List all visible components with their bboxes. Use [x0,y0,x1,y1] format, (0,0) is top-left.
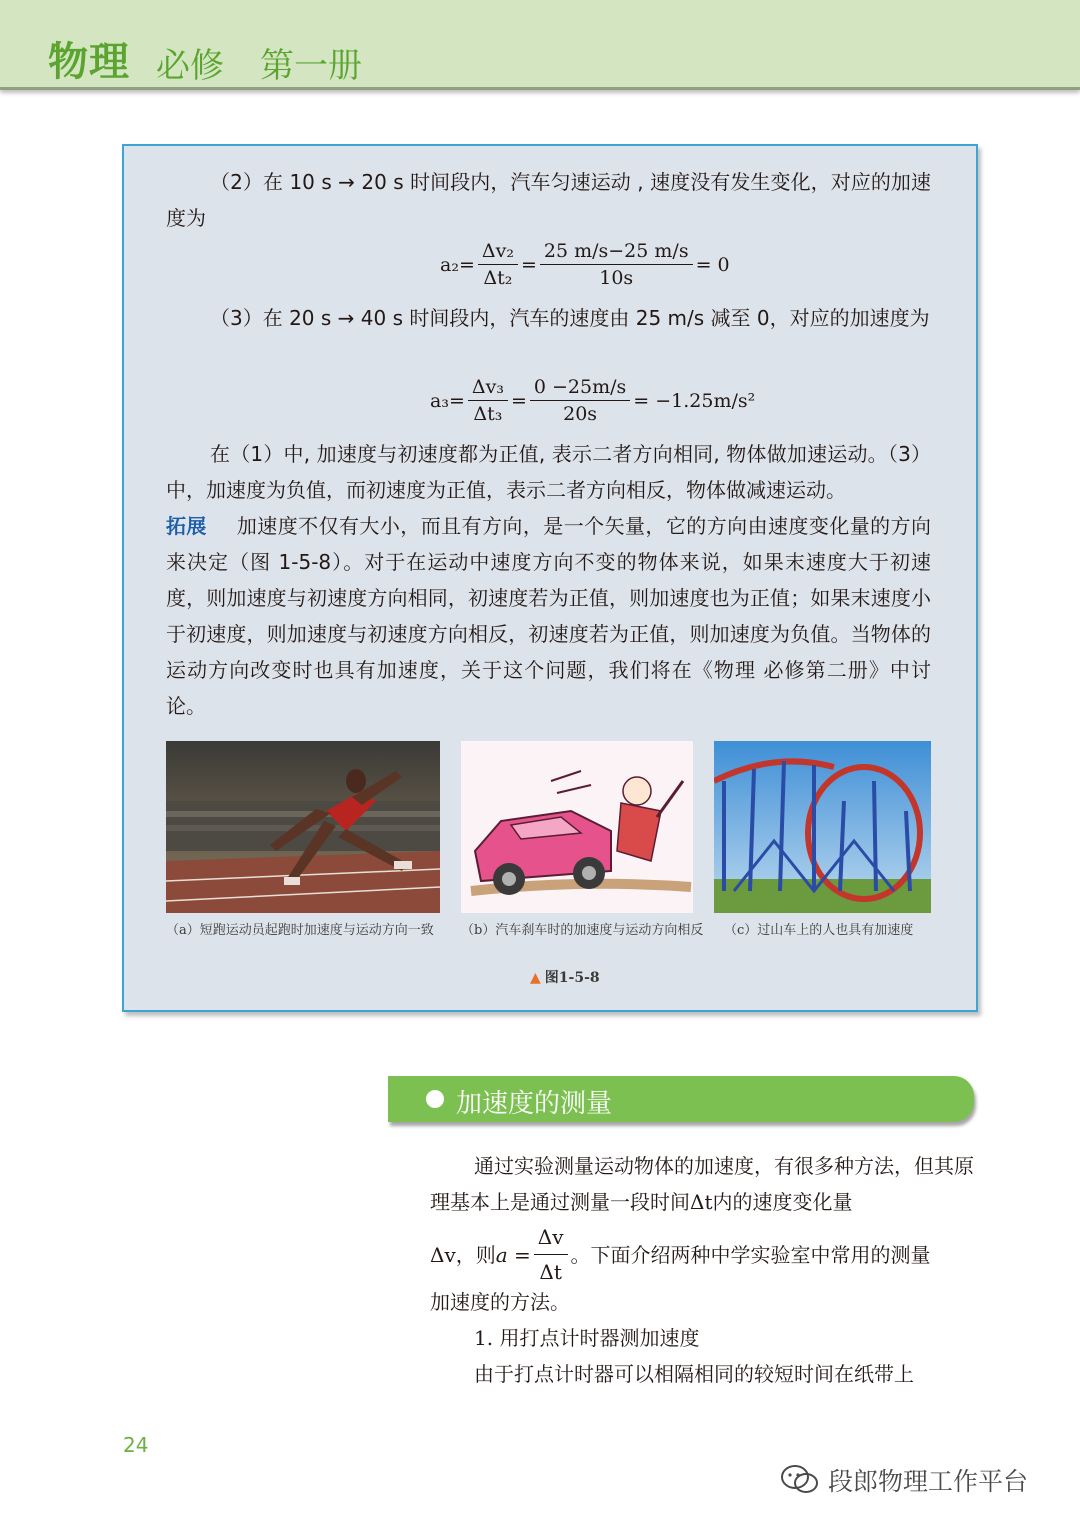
paragraph-3: （3）在 20 s → 40 s 时间段内，汽车的速度由 25 m/s 减至 0，对应的加速度为 [210,306,930,330]
eq1-fraction-1 [478,240,518,289]
page-number: 24 [123,1433,149,1457]
equation-a3 [430,376,755,425]
eq2-lhs: a₃= [430,389,465,412]
photo-sprinter [166,741,440,913]
eq2-f2-num: 0 −25m/s [530,376,630,401]
eq2-f1-den: Δt₃ [473,403,503,425]
section-formula-line [430,1222,978,1287]
caption-c: （c）过山车上的人也具有加速度 [724,923,914,938]
eq1-f2-num: 25 m/s−25 m/s [540,240,693,265]
wechat-icon [780,1464,820,1496]
watermark [780,1462,1028,1498]
header-title-part2: 必修 [156,46,224,86]
expand-text: 加速度不仅有大小，而且有方向，是一个矢量，它的方向由速度变化量的方向来决定（图 1-5-8）。对于在运动中速度方向不变的物体来说，如果末速度大于初速度，则加速度与初速度方向相同，初速度若为正值，则加速度也为正值；如果末速度小于初速度，则加速度与初速度方向相反，初速度若为正值，则加速度为负值。当物体的运动方向改变时也具有加速度，关于这个问题，我们将在《物理 必修第二册》中讨论。 [166,514,932,718]
formula-fraction [534,1222,568,1287]
eq1-f1-num: Δv₂ [478,240,518,265]
section-item-1: 1. 用打点计时器测加速度 [474,1326,700,1350]
figure-label [530,967,600,987]
watermark-text: 段郎物理工作平台 [828,1467,1029,1496]
car-braking-illustration [461,741,693,913]
caption-a: （a）短跑运动员起跑时加速度与运动方向一致 [166,923,434,938]
paragraph-2: （2）在 10 s → 20 s 时间段内，汽车匀速运动 , 速度没有发生变化，对应的加速度为 [166,170,931,230]
formula-pre: Δv，则 [430,1242,496,1267]
eq2-f2-den: 20s [563,403,598,425]
eq2-f1-num: Δv₃ [468,376,508,401]
page-header [0,0,1080,90]
section-heading-bar [388,1076,974,1122]
section-paragraph-2: 由于打点计时器可以相隔相同的较短时间在纸带上 [474,1362,914,1386]
header-title-part3: 第一册 [260,46,362,86]
eq1-fraction-2 [540,240,693,289]
sprinter-illustration [166,741,440,913]
figure-label-text: 图1-5-8 [544,970,600,986]
eq2-rhs: = −1.25m/s² [633,389,756,412]
formula-a: a = [495,1242,531,1267]
formula-den: Δt [539,1260,562,1284]
section-paragraph-1: 通过实验测量运动物体的加速度，有很多种方法，但其原理基本上是通过测量一段时间Δt内的速度变化量 [430,1154,974,1214]
triangle-icon: ▲ [530,970,541,986]
eq1-f2-den: 10s [599,267,634,289]
bullet-dot-icon [426,1090,444,1108]
eq1-f1-den: Δt₂ [483,267,513,289]
caption-b: （b）汽车刹车时的加速度与运动方向相反 [461,923,704,938]
equation-a2 [440,240,730,289]
roller-coaster-illustration [714,741,931,913]
section-paragraph-1-end: 加速度的方法。 [430,1290,570,1314]
paragraph-conclusion: 在（1）中, 加速度与初速度都为正值, 表示二者方向相同, 物体做加速运动。（3）中，加速度为负值，而初速度为正值，表示二者方向相反，物体做减速运动。 [166,442,931,502]
eq2-equals: = [510,389,527,412]
eq1-lhs: a₂= [440,253,475,276]
expand-label: 拓展 [166,514,207,538]
eq2-fraction-1 [468,376,508,425]
eq1-equals: = [520,253,537,276]
photo-roller-coaster [714,741,931,913]
formula-num: Δv [534,1222,568,1255]
eq1-rhs: = 0 [695,253,730,276]
photo-car-braking [461,741,693,913]
formula-post: 。下面介绍两种中学实验室中常用的测量 [570,1242,931,1267]
section-title: 加速度的测量 [456,1089,613,1119]
eq2-fraction-2 [530,376,630,425]
header-title-bold: 物理 [48,39,130,85]
paragraph-expand [166,508,931,724]
